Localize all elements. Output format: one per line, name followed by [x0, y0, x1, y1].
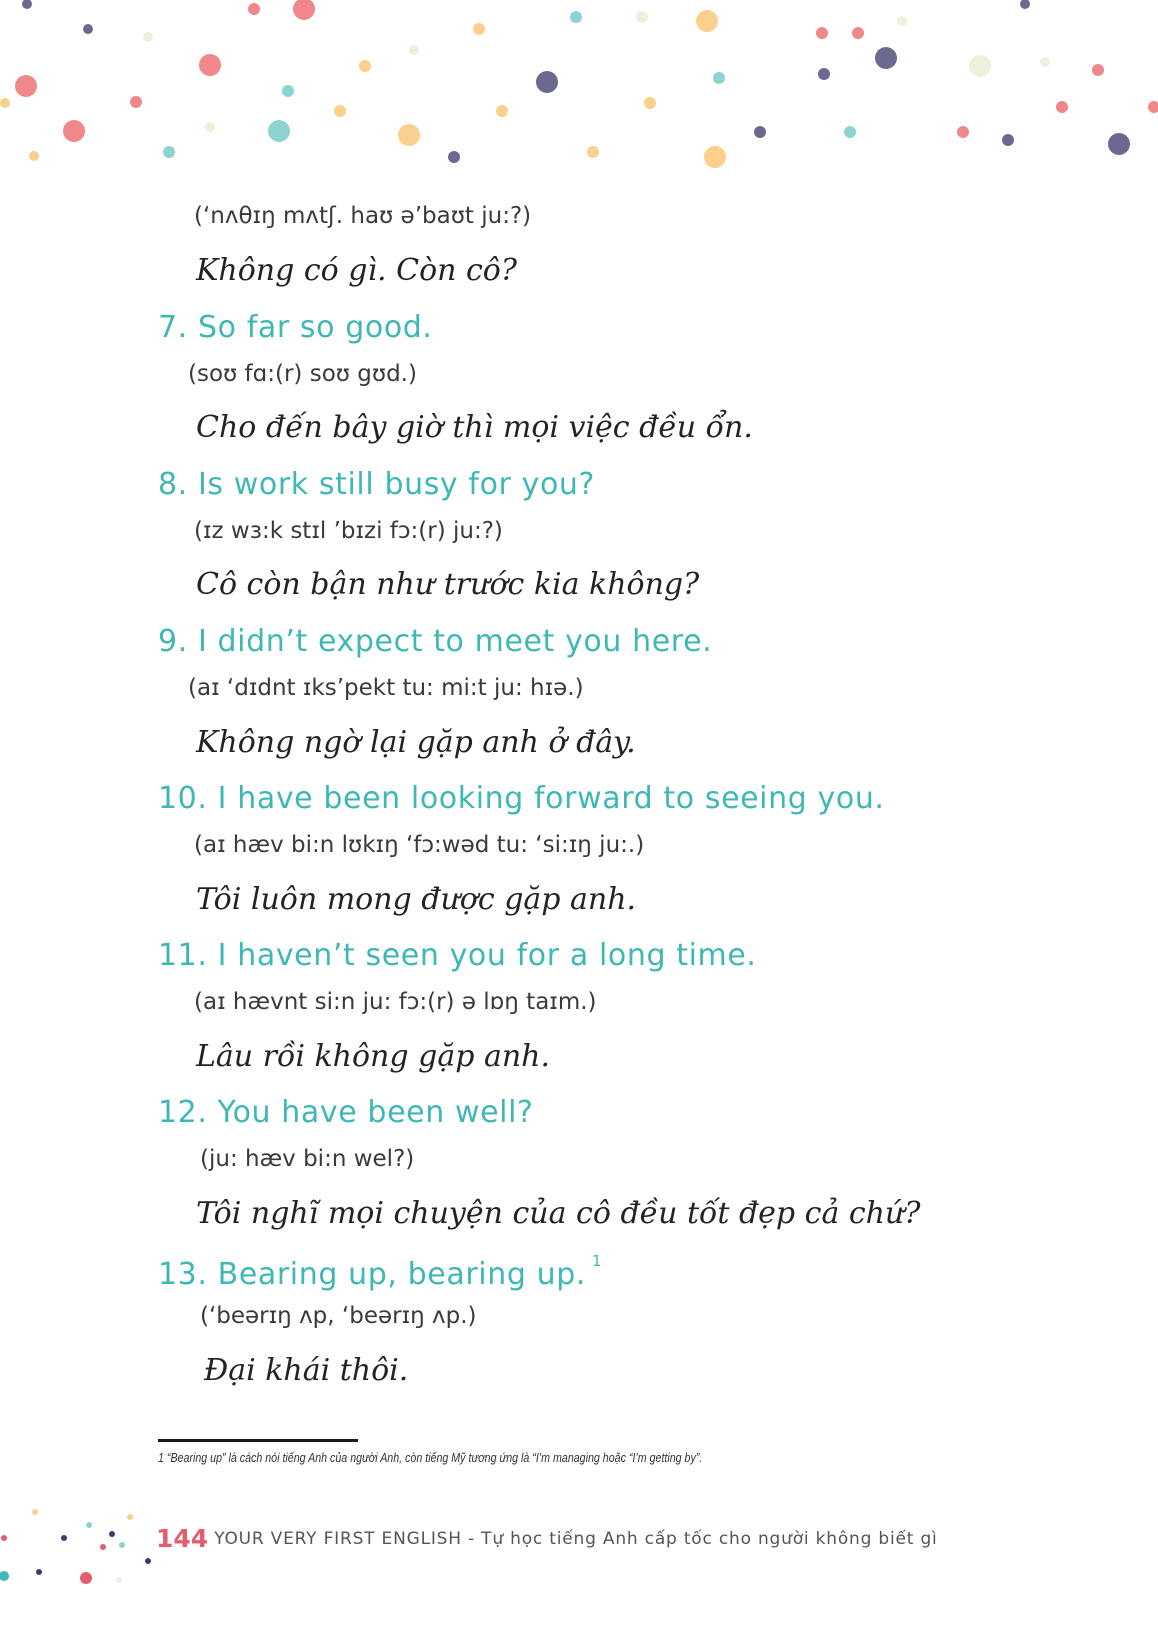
phrase-translation-13: Đại khái thôi.	[204, 1353, 409, 1388]
phrase-heading-9: 9. I didn’t expect to meet you here.	[158, 624, 713, 659]
phrase-heading-10: 10. I have been looking forward to seeing you.	[158, 781, 885, 816]
phrase-heading-13-text: 13. Bearing up, bearing up.	[158, 1257, 586, 1292]
phrase-heading-11: 11. I haven’t seen you for a long time.	[158, 938, 757, 973]
phrase-heading-13	[158, 1252, 602, 1292]
phrase-translation-7: Cho đến bây giờ thì mọi việc đều ổn.	[196, 410, 753, 445]
phrase-ipa-12: (ju: hæv bi:n wel?)	[200, 1146, 415, 1172]
decorative-dots-top	[0, 0, 1158, 180]
phrase-translation-12: Tôi nghĩ mọi chuyện của cô đều tốt đẹp cả chứ?	[196, 1196, 921, 1231]
phrase-translation-11: Lâu rồi không gặp anh.	[196, 1039, 551, 1074]
footnote-divider	[158, 1439, 358, 1442]
phrase-translation-8: Cô còn bận như trước kia không?	[196, 567, 700, 602]
phrase-ipa-7: (soʊ fɑ:(r) soʊ gʊd.)	[188, 361, 417, 387]
decorative-dots-bottom	[0, 0, 160, 1646]
footnote-text: 1 “Bearing up” là cách nói tiếng Anh của người Anh, còn tiếng Mỹ tương ứng là “I’m managing hoặc “I’m getting by”.	[158, 1450, 703, 1465]
phrase-translation-9: Không ngờ lại gặp anh ở đây.	[196, 725, 636, 760]
phrase-ipa-13: (‘beərɪŋ ʌp, ‘beərɪŋ ʌp.)	[200, 1303, 477, 1329]
phrase-ipa-10: (aɪ hæv bi:n lʊkɪŋ ‘fɔ:wəd tu: ‘si:ɪŋ ju:.)	[194, 832, 645, 858]
phrase-heading-12: 12. You have been well?	[158, 1095, 534, 1130]
phrase-ipa-11: (aɪ hævnt si:n ju: fɔ:(r) ə lɒŋ taɪm.)	[194, 989, 597, 1015]
continuation-translation: Không có gì. Còn cô?	[196, 253, 517, 288]
continuation-ipa: (‘nʌθɪŋ mʌtʃ. haʊ ə’baʊt ju:?)	[194, 203, 532, 229]
phrase-heading-8: 8. Is work still busy for you?	[158, 467, 596, 502]
phrase-translation-10: Tôi luôn mong được gặp anh.	[196, 882, 637, 917]
phrase-heading-7: 7. So far so good.	[158, 310, 433, 345]
page-number: 144	[156, 1524, 209, 1553]
page-footer	[156, 1524, 938, 1553]
phrase-ipa-8: (ɪz wɜ:k stɪl ’bɪzi fɔ:(r) ju:?)	[194, 518, 503, 544]
book-title: YOUR VERY FIRST ENGLISH - Tự học tiếng Anh cấp tốc cho người không biết gì	[214, 1528, 938, 1549]
footnote-marker: 1	[592, 1252, 603, 1270]
phrase-ipa-9: (aɪ ‘dɪdnt ɪks’pekt tu: mi:t ju: hɪə.)	[188, 675, 584, 701]
